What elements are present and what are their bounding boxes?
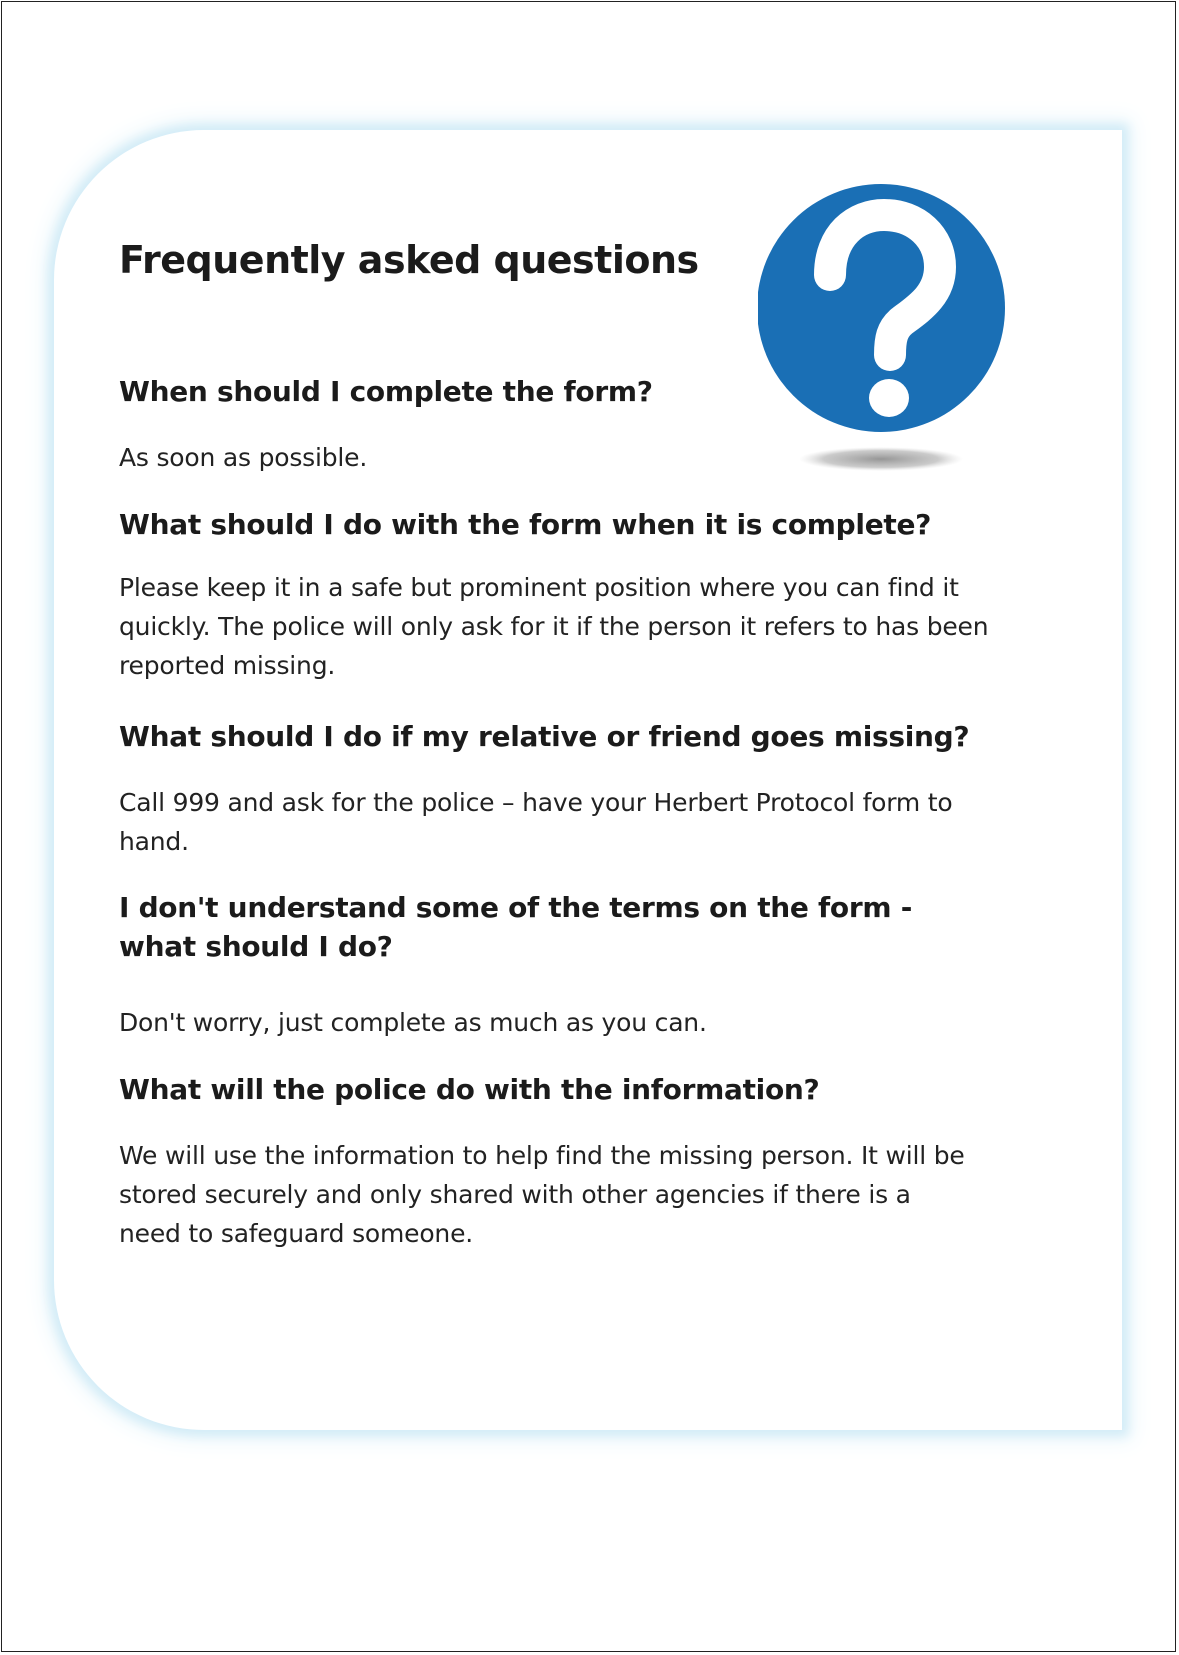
faq-answer-4 [119,1003,1019,1042]
faq-answer-1 [119,438,1019,477]
faq-question-2 [119,505,1019,544]
faq-question-4 [119,888,979,966]
faq-question-3 [119,717,1019,756]
faq-question-1 [119,372,1019,411]
answer-text: We will use the information to help find the missing person. It will be stored securely and only shared with other agencies if there is a need to safeguard someone. [119,1141,965,1248]
question-mark-icon [758,183,1008,473]
faq-question-5 [119,1070,1019,1109]
question-text: I don't understand some of the terms on the form - what should I do? [119,891,913,963]
question-text: When should I complete the form? [119,375,653,408]
question-text: What will the police do with the information? [119,1073,820,1106]
answer-text: Don't worry, just complete as much as you can. [119,1008,707,1037]
faq-answer-3 [119,783,1009,861]
question-text: What should I do if my relative or friend goes missing? [119,720,970,753]
answer-text: Call 999 and ask for the police – have your Herbert Protocol form to hand. [119,788,953,856]
page-title: Frequently asked questions [119,238,699,282]
faq-answer-2 [119,568,1009,685]
answer-text: Please keep it in a safe but prominent position where you can find it quickly. The police will only ask for it if the person it refers to has been reported missing. [119,573,989,680]
question-text: What should I do with the form when it is complete? [119,508,932,541]
faq-answer-5 [119,1136,979,1253]
answer-text: As soon as possible. [119,443,368,472]
